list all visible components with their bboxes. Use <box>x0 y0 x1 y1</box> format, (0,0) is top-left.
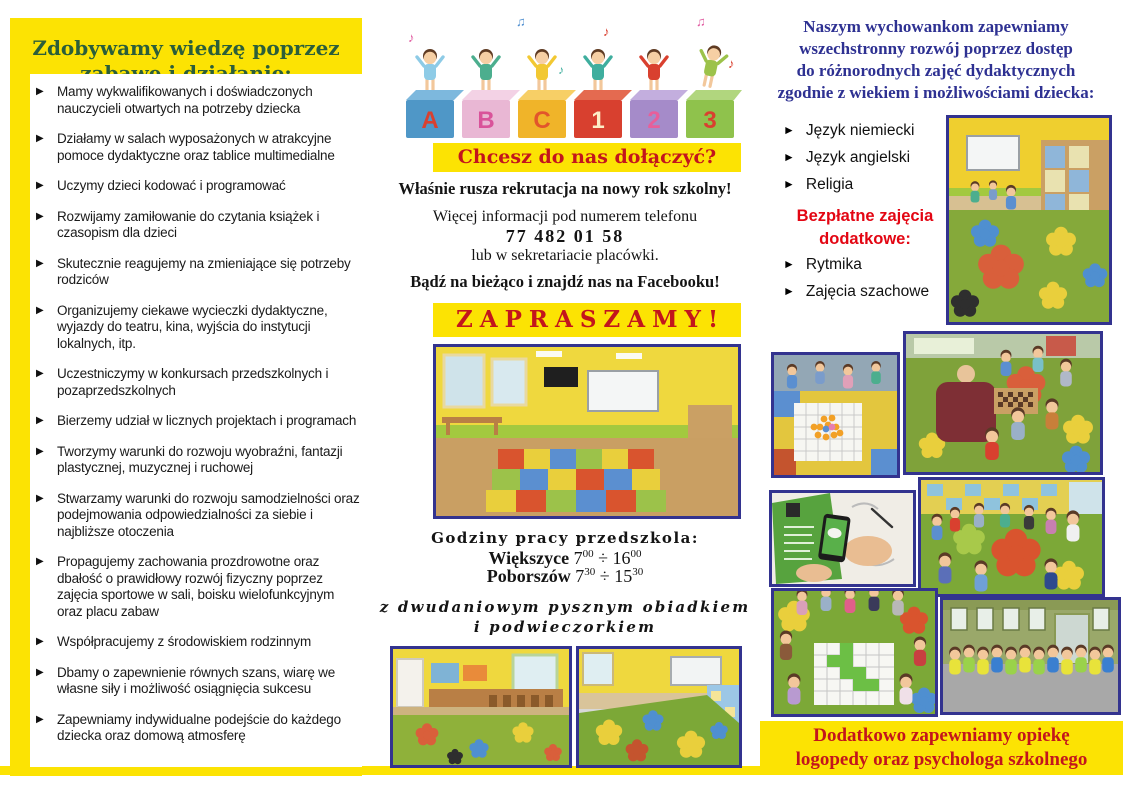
free-activities-title: Bezpłatne zajęcia dodatkowe: <box>796 207 934 248</box>
list-item-text: Skutecznie reagujemy na zmieniające się potrzeby rodziców <box>57 255 351 287</box>
left-panel-list-box <box>30 74 362 767</box>
triangle-bullet-icon: ▶ <box>36 180 44 191</box>
phone-number: 77 482 01 58 <box>505 226 625 246</box>
triangle-bullet-icon: ▶ <box>36 556 44 567</box>
right-footer-banner: Dodatkowo zapewniamy opiekę logopedy oraz psychologa szkolnego <box>760 721 1123 771</box>
meal-line1: z dwudaniowym pysznym obiadkiem <box>379 598 751 616</box>
list-item <box>35 256 360 289</box>
activity-item: ► Język niemiecki <box>783 122 915 139</box>
list-item <box>35 634 360 651</box>
list-item-text: Dbamy o zapewnienie równych szans, wiarę we własne siły i możliwość osiągnięcia sukcesu <box>57 664 336 696</box>
list-item-text: Organizujemy ciekawe wycieczki dydaktyczne, wyjazdy do teatru, kina, wyjścia do instytucji lokalnych, itp. <box>57 302 328 351</box>
list-item <box>35 366 360 399</box>
list-item-text: Działamy w salach wyposażonych w atrakcyjne pomoce dydaktyczne oraz tablice multimedialne <box>57 131 335 163</box>
svg-text:A: A <box>421 107 439 134</box>
list-item <box>35 554 360 620</box>
svg-text:♪: ♪ <box>603 24 610 39</box>
pointer-bullet-icon: ► <box>783 123 795 137</box>
list-item <box>35 84 360 117</box>
list-item <box>35 712 360 745</box>
list-item <box>35 413 360 430</box>
list-item-text: Propagujemy zachowania prozdrowotne oraz dbałość o prawidłowy rozwój fizyczny poprzez zajęcia sportowe w sali, boisku wielofunkcyjnym oraz placu zabaw <box>57 554 335 619</box>
list-item-text: Uczymy dzieci kodować i programować <box>57 178 286 193</box>
pointer-bullet-icon: ► <box>783 257 795 271</box>
svg-text:♪: ♪ <box>728 56 735 71</box>
list-item-text: Mamy wykwalifikowanych i doświadczonych nauczycieli otwartych na potrzeby dziecka <box>57 84 313 116</box>
list-item <box>35 131 360 164</box>
activities-list <box>783 121 914 202</box>
list-item-text: Bierzemy udział w licznych projektach i programach <box>57 413 357 428</box>
list-item-text: Tworzymy warunki do rozwoju wyobraźni, fantazji plastycznej, muzycznej i ruchowej <box>57 443 343 475</box>
list-item <box>35 665 360 698</box>
photo-circle-time <box>918 477 1105 597</box>
list-item-text: Rozwijamy zamiłowanie do czytania książek i czasopism dla dzieci <box>57 208 320 240</box>
photo-outdoor-group <box>940 597 1121 715</box>
activity-item: ► Zajęcia szachowe <box>783 283 930 300</box>
triangle-bullet-icon: ▶ <box>36 133 44 144</box>
list-item-text: Uczestniczymy w konkursach przedszkolnych i pozaprzedszkolnych <box>57 366 329 398</box>
photo-coding-activity <box>771 588 938 717</box>
triangle-bullet-icon: ▶ <box>36 368 44 379</box>
left-title-line1: Zdobywamy wiedzę poprzez <box>32 36 340 61</box>
photo-classroom-rug-left <box>390 646 572 768</box>
pointer-bullet-icon: ► <box>783 150 795 164</box>
pointer-bullet-icon: ► <box>783 284 795 298</box>
svg-text:B: B <box>477 107 495 134</box>
join-banner: Chcesz do nas dołączyć? <box>433 143 741 172</box>
triangle-bullet-icon: ▶ <box>36 666 44 678</box>
list-item <box>35 303 360 353</box>
hours-title: Godziny pracy przedszkola: <box>431 529 699 547</box>
info-line: Więcej informacji pod numerem telefonu <box>432 208 698 225</box>
pointer-bullet-icon: ► <box>783 177 795 191</box>
activity-item: ► Język angielski <box>783 149 911 166</box>
triangle-bullet-icon: ▶ <box>36 445 44 457</box>
list-item <box>35 444 360 477</box>
photo-classroom-tall <box>946 115 1112 325</box>
free-activities-list <box>783 255 929 309</box>
triangle-bullet-icon: ▶ <box>36 304 44 316</box>
triangle-bullet-icon: ▶ <box>36 492 44 504</box>
welcome-banner: ZAPRASZAMY! <box>433 303 741 337</box>
secretariat-line: lub w sekretariacie placówki. <box>471 247 659 264</box>
triangle-bullet-icon: ▶ <box>36 713 44 725</box>
recruitment-line: Właśnie rusza rekrutacja na nowy rok szkolny! <box>398 179 732 198</box>
svg-text:2: 2 <box>647 107 661 134</box>
list-item <box>35 491 360 541</box>
svg-text:3: 3 <box>703 107 717 134</box>
list-item-text: Współpracujemy z środowiskiem rodzinnym <box>57 634 312 649</box>
meal-line2: i podwieczorkiem <box>473 618 657 636</box>
right-intro-text: Naszym wychowankom zapewniamy wszechstronny rozwój poprzez dostęp do różnorodnych zajęć dydaktycznych zgodnie z wiekiem i możliwościami dziecka: <box>777 17 1095 102</box>
triangle-bullet-icon: ▶ <box>36 257 44 269</box>
triangle-bullet-icon: ▶ <box>36 210 44 222</box>
svg-text:♪: ♪ <box>408 30 415 45</box>
hours-line-poborszow: Poborszów $7^{30} \div 15^{30}$ <box>486 566 644 586</box>
list-item <box>35 209 360 242</box>
svg-text:1: 1 <box>591 107 605 134</box>
svg-text:♫: ♫ <box>696 14 706 29</box>
svg-text:C: C <box>533 107 551 134</box>
left-bullet-list <box>35 84 360 745</box>
svg-text:♫: ♫ <box>516 14 526 29</box>
list-item <box>35 178 360 195</box>
facebook-line: Bądź na bieżąco i znajdź nas na Facebooku! <box>410 272 720 291</box>
hours-line-wiekszyce: Większyce $7^{00} \div 16^{00}$ <box>488 548 642 568</box>
left-panel-frame <box>10 18 362 776</box>
photo-grid-game <box>771 352 900 478</box>
triangle-bullet-icon: ▶ <box>36 636 44 647</box>
list-item-text: Zapewniamy indywidualne podejście do każdego dziecka oraz domową atmosferę <box>57 711 341 743</box>
list-item-text: Stwarzamy warunki do rozwoju samodzielności oraz podejmowania odpowiedzialności za siebie i najbliższe otoczenia <box>57 490 360 539</box>
photo-chess-lesson <box>903 331 1103 475</box>
activity-item: ► Religia <box>783 176 854 193</box>
activity-item: ► Rytmika <box>783 256 862 273</box>
svg-text:♪: ♪ <box>558 63 564 77</box>
photo-classroom-main <box>433 344 741 519</box>
photo-classroom-rug-right <box>576 646 742 768</box>
triangle-bullet-icon: ▶ <box>36 415 44 426</box>
triangle-bullet-icon: ▶ <box>36 86 44 97</box>
photo-phone-app <box>769 490 916 587</box>
dancing-kids-clipart <box>398 10 742 142</box>
